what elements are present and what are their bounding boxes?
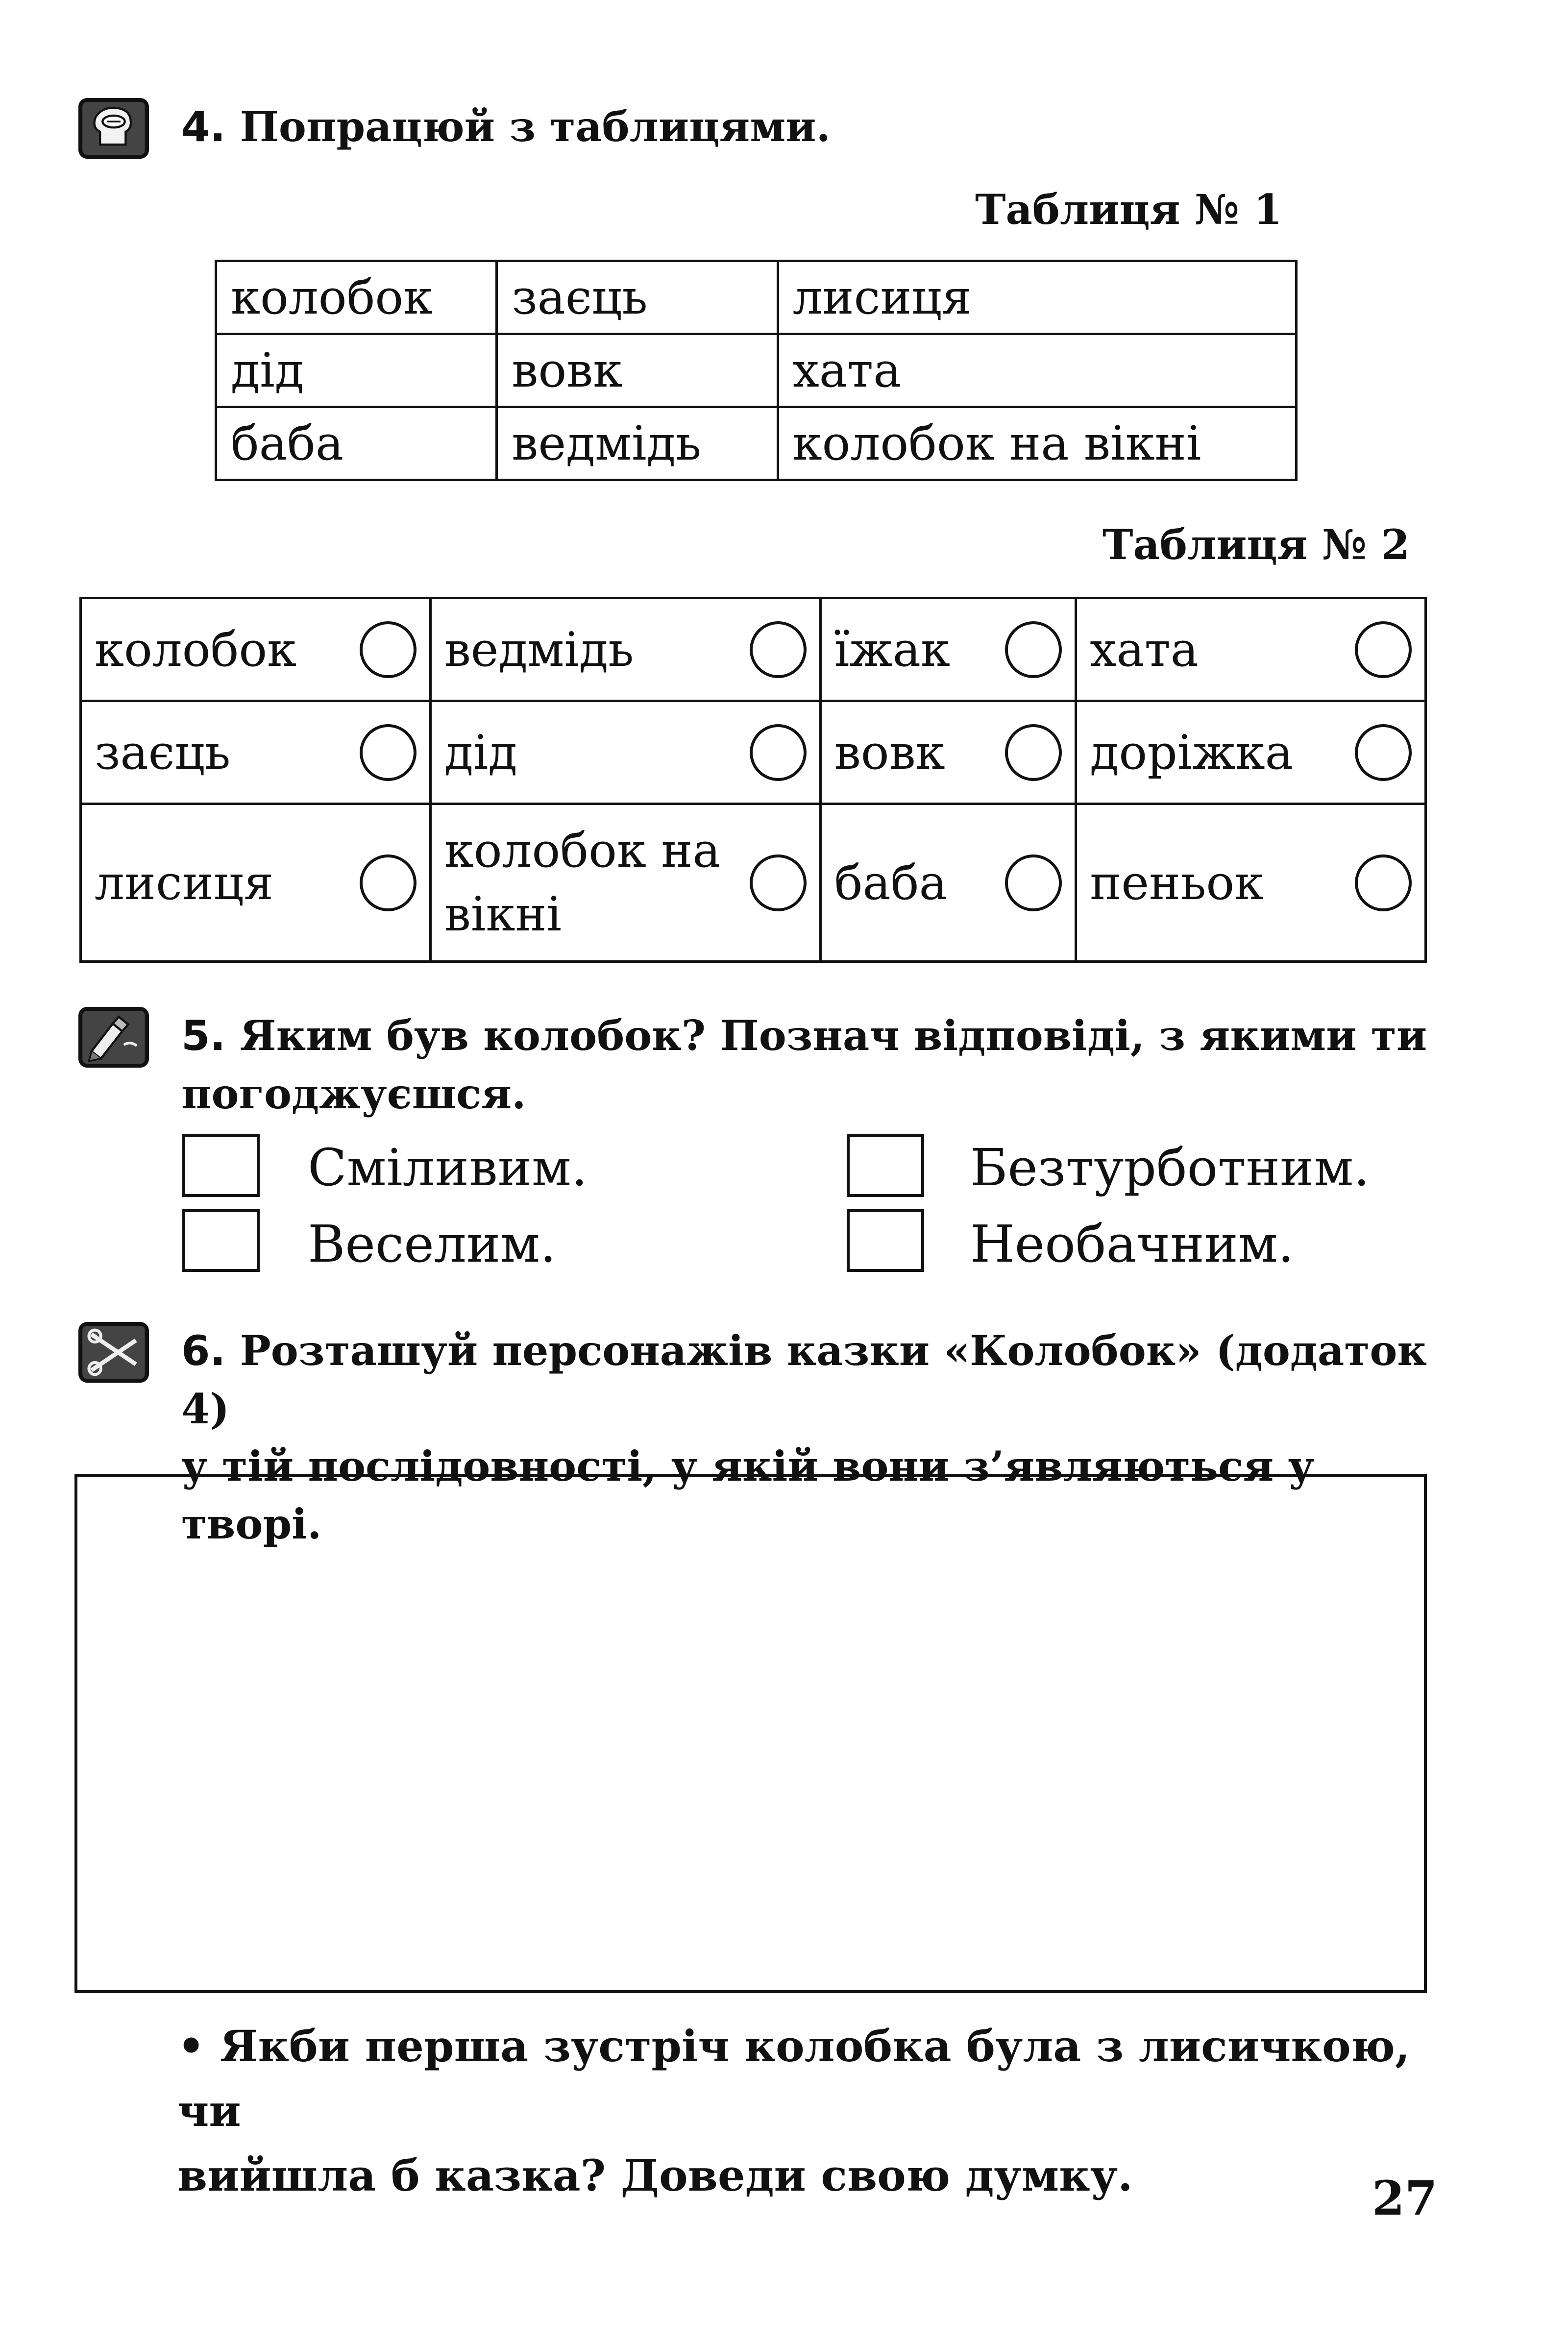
answer-circle[interactable] xyxy=(360,621,416,678)
bullet-question xyxy=(177,2014,1432,2208)
character-label: доріжка xyxy=(1090,725,1293,780)
answer-circle[interactable] xyxy=(360,854,416,911)
page-number: 27 xyxy=(1372,2171,1438,2226)
option-label: Веселим. xyxy=(308,1214,557,1274)
task-number: 4. xyxy=(181,103,226,151)
checkbox-carefree[interactable] xyxy=(847,1134,924,1197)
answer-circle[interactable] xyxy=(360,724,416,781)
answer-circle[interactable] xyxy=(750,621,807,678)
answer-circle[interactable] xyxy=(750,724,807,781)
table-2-caption: Таблиця № 2 xyxy=(1102,520,1410,569)
table-2 xyxy=(79,597,1427,963)
option-label: Сміливим. xyxy=(308,1138,588,1197)
bullet-mark: • xyxy=(177,2021,205,2072)
answer-area[interactable] xyxy=(74,1474,1427,1993)
character-label: лисиця xyxy=(95,855,274,910)
character-label: заєць xyxy=(95,725,231,780)
character-label: баба xyxy=(834,855,947,910)
pencil-writing-icon xyxy=(78,1007,149,1068)
answer-circle[interactable] xyxy=(750,854,807,911)
answer-circle[interactable] xyxy=(1005,621,1062,678)
option-label: Безтурботним. xyxy=(970,1138,1370,1197)
checkbox-brave[interactable] xyxy=(182,1134,260,1197)
task-title-text: погоджуєшся. xyxy=(181,1069,526,1118)
option-label: Необачним. xyxy=(970,1214,1294,1274)
character-label: хата xyxy=(1090,622,1199,677)
table-row xyxy=(81,598,1426,701)
checkbox-cheerful[interactable] xyxy=(182,1209,260,1272)
character-label: дід xyxy=(444,725,517,780)
table-row xyxy=(81,804,1426,962)
task-title-text: Розташуй персонажів казки «Колобок» (додаток 4) xyxy=(181,1326,1427,1433)
task-title-text: у тій послідовності, у якій вони з’являються у творі. xyxy=(181,1442,1315,1548)
table-cell: вовк xyxy=(497,334,778,407)
table-cell: баба xyxy=(216,407,497,480)
scissors-icon xyxy=(78,1322,149,1383)
task-title-text: Попрацюй з таблицями. xyxy=(240,102,831,151)
table-row xyxy=(216,407,1297,480)
character-label: пеньок xyxy=(1090,855,1264,910)
checkbox-careless[interactable] xyxy=(847,1209,924,1272)
table-1-caption: Таблиця № 1 xyxy=(975,185,1282,234)
table-1 xyxy=(215,260,1298,481)
table-cell: ведмідь xyxy=(497,407,778,480)
answer-circle[interactable] xyxy=(1355,854,1412,911)
table-cell: дід xyxy=(216,334,497,407)
character-label: ведмідь xyxy=(444,622,634,677)
bullet-line: Якби перша зустріч колобка була з лисичкою, чи xyxy=(177,2021,1410,2136)
task-4-title xyxy=(181,98,831,156)
character-label: колобок xyxy=(95,622,297,677)
answer-circle[interactable] xyxy=(1355,724,1412,781)
table-row xyxy=(216,261,1297,334)
answer-circle[interactable] xyxy=(1005,724,1062,781)
character-label: колобок на вікні xyxy=(444,823,721,942)
table-row xyxy=(81,701,1426,804)
task-number: 6. xyxy=(181,1327,226,1375)
task-title-text: Яким був колобок? Познач відповіді, з якими ти xyxy=(240,1011,1427,1060)
table-cell: лисиця xyxy=(778,261,1296,334)
table-row xyxy=(216,334,1297,407)
table-cell: колобок xyxy=(216,261,497,334)
table-cell: колобок на вікні xyxy=(778,407,1296,480)
task-5-title xyxy=(181,1007,1436,1123)
character-label: їжак xyxy=(834,622,950,677)
answer-circle[interactable] xyxy=(1005,854,1062,911)
table-cell: заєць xyxy=(497,261,778,334)
bullet-line: вийшла б казка? Доведи свою думку. xyxy=(177,2150,1133,2201)
task-number: 5. xyxy=(181,1012,226,1060)
character-label: вовк xyxy=(834,725,945,780)
table-cell: хата xyxy=(778,334,1296,407)
speech-head-icon xyxy=(78,98,149,159)
answer-circle[interactable] xyxy=(1355,621,1412,678)
